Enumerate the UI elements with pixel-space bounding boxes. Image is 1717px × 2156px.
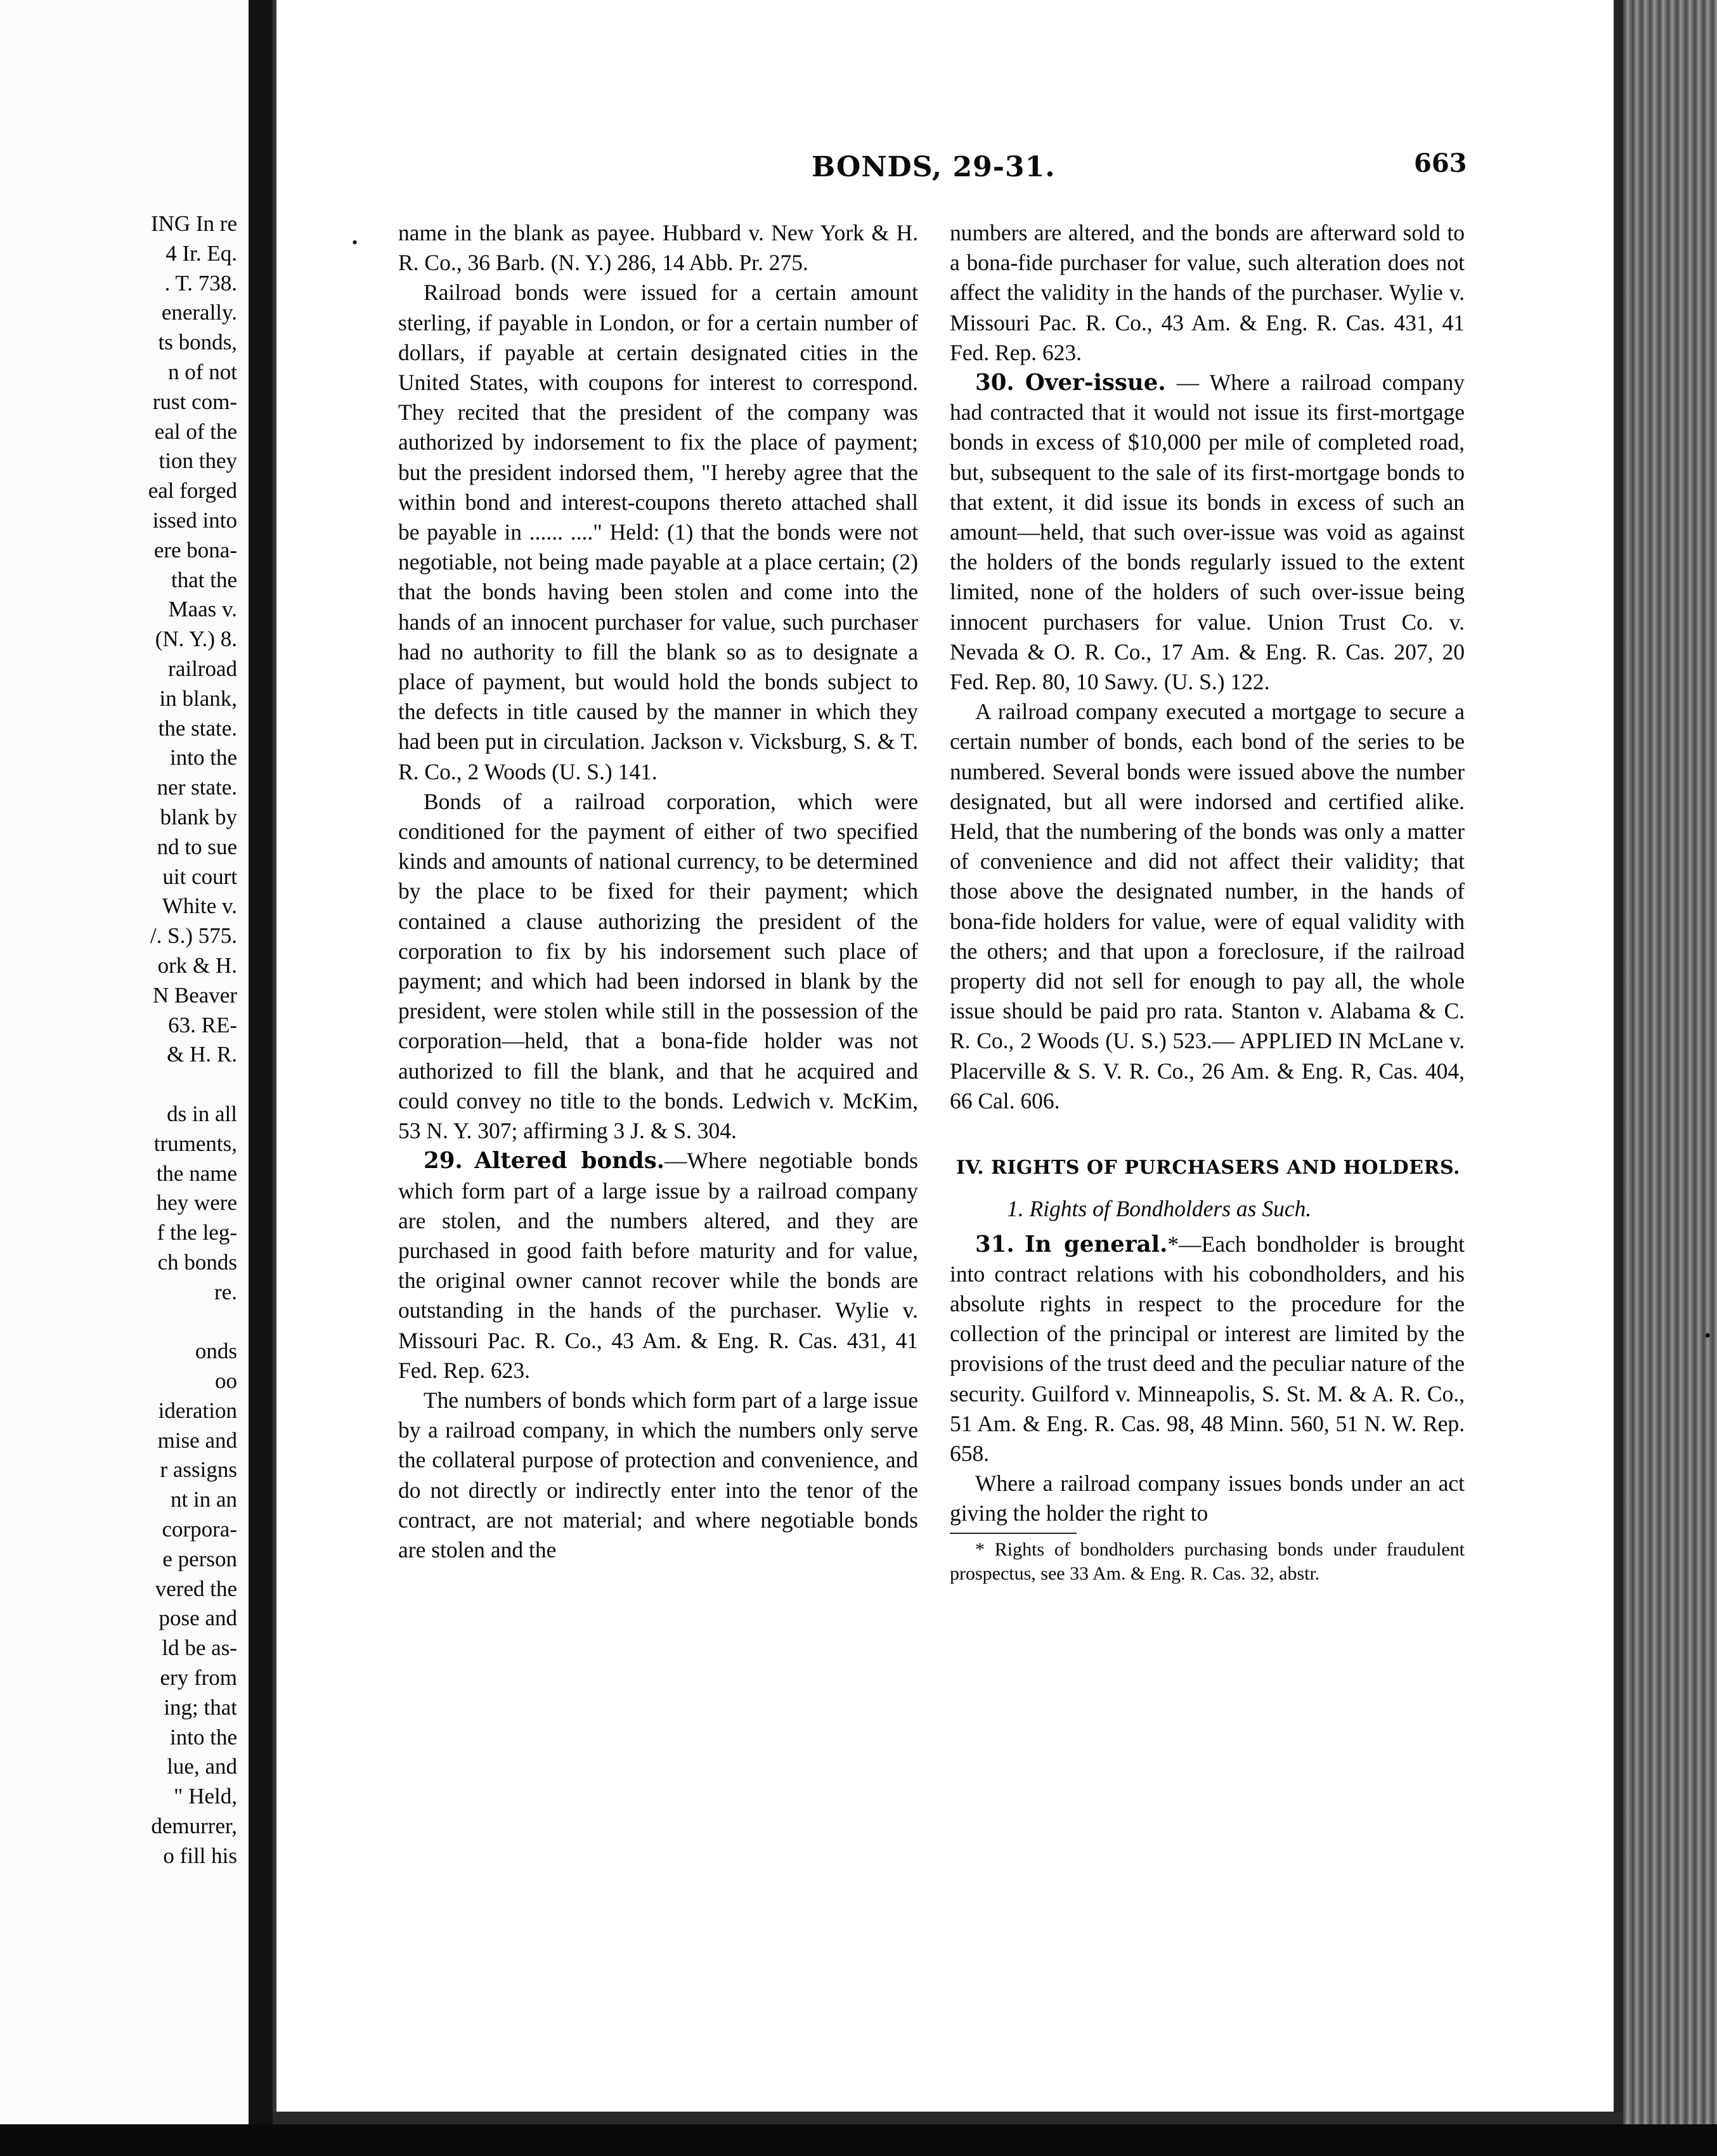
left-fragment-line: truments, — [153, 1131, 237, 1156]
left-fragment-line: ing; that — [164, 1694, 237, 1720]
left-fragment-line: ere bona- — [153, 537, 237, 562]
left-fragment-line: 4 Ir. Eq. — [165, 240, 237, 266]
book-spine — [249, 0, 273, 2156]
subsection-heading: 1. Rights of Bondholders as Such. — [1007, 1196, 1312, 1222]
left-fragment-line: Maas v. — [168, 597, 237, 622]
column-left — [398, 218, 918, 1565]
paragraph: The numbers of bonds which form part of a large issue by a railroad company, in which the numbers only serve the collateral purpose of protection and convenience, and do not directly or indirectly enter into the tenor of the contract, are not material; and where negotiable bonds are stolen and the — [398, 1387, 918, 1562]
left-fragment-line: re. — [214, 1279, 237, 1304]
section-30 — [950, 368, 1465, 697]
margin-mark: • — [1704, 1325, 1711, 1346]
left-fragment-line: f the leg- — [157, 1220, 237, 1245]
left-page-text-fragments — [0, 209, 249, 1871]
left-fragment-line: the name — [156, 1160, 237, 1186]
page-bottom-shadow — [273, 2112, 1623, 2126]
left-fragment-line: issed into — [152, 507, 237, 533]
left-fragment-line: ideration — [158, 1398, 237, 1423]
left-fragment-line: ner state. — [157, 775, 237, 800]
left-fragment-line: corpora- — [162, 1517, 237, 1542]
left-fragment-line: blank by — [160, 804, 237, 829]
running-header: BONDS, 29-31. — [812, 151, 1056, 183]
left-fragment-line: o fill his — [163, 1843, 237, 1868]
left-fragment-line: railroad — [168, 656, 237, 681]
scan-bottom-border — [0, 2124, 1717, 2156]
left-fragment-line: 63. RE- — [168, 1012, 237, 1037]
left-fragment-line: " Held, — [174, 1784, 237, 1809]
footnote: * Rights of bondholders purchasing bonds under fraudulent prospectus, see 33 Am. & Eng. R. Cas. 32, abstr. — [950, 1538, 1465, 1584]
left-fragment-line: ch bonds — [157, 1249, 237, 1275]
left-fragment-line: into the — [170, 745, 237, 770]
left-fragment-line: rust com- — [152, 389, 237, 414]
left-fragment-line: . T. 738. — [164, 270, 237, 295]
section-31 — [950, 1230, 1465, 1469]
left-fragment-line: & H. R. — [167, 1042, 237, 1067]
left-fragment-line: the state. — [158, 715, 237, 741]
section-text: —Where negotiable bonds which form part of a large issue by a railroad company are stolen, and the numbers altered, and they are purchased in good faith before maturity and for value, the original owner cannot recover while the bonds are outstanding in the hands of the purchaser. Wylie v. Missouri Pac. R. Co., 43 Am. & Eng. R. Cas. 431, 41 Fed. Rep. 623. — [398, 1148, 918, 1383]
left-fragment-line: ING In re — [150, 211, 237, 236]
left-fragment-line: uit court — [162, 864, 237, 889]
left-fragment-line: ery from — [160, 1665, 237, 1691]
section-text: *—Each bondholder is brought into contract relations with his cobondholders, and his absolute rights in respect to the procedure for the collection of the principal or interest are limited by the provisions of the trust deed and the peculiar nature of the security. Guilford v. Minneapolis, S. St. M. & A. R. Co., 51 Am. & Eng. R. Cas. 98, 48 Minn. 560, 51 N. W. Rep. 658. — [950, 1231, 1465, 1466]
page-number: 663 — [1414, 148, 1467, 178]
section-title: Altered bonds. — [474, 1148, 665, 1174]
section-29 — [398, 1146, 918, 1386]
left-fragment-line: eal of the — [154, 419, 237, 444]
left-fragment-line: enerally. — [161, 300, 237, 325]
left-fragment-line: into the — [170, 1724, 237, 1750]
left-fragment-line: (N. Y.) 8. — [155, 627, 237, 652]
spine-edge — [273, 0, 276, 2156]
section-text: — Where a railroad company had contracted that it would not issue its first-mortgage bonds in excess of $10,000 per mile of completed road, but, subsequent to the sale of its first-mortgage bonds to that extent, it did issue its bonds in excess of such an amount—held, that such over-issue was void as against the holders of the bonds regularly issued to the extent limited, none of the holders of such over-issue being innocent purchasers for value. Union Trust Co. v. Nevada & O. R. Co., 17 Am. & Eng. R. Cas. 207, 20 Fed. Rep. 80, 10 Sawy. (U. S.) 122. — [950, 370, 1465, 695]
paragraph: Railroad bonds were issued for a certain amount sterling, if payable in London, or for a certain number of dollars, if payable at certain designated cities in the United States, with coupons for interest to correspond. They recited that the president of the company was authorized by indorsement to fix the place of payment; but the president indorsed them, "I hereby agree that the within bond and interest-coupons thereto attached shall be payable in ...... ...." Held: (1) that the bonds were not negotiable, not being made payable at a place certain; (2) that the bonds having been stolen and come into the hands of an innocent purchaser for value, such purchaser had no authority to fill the blank so as to designate a place of payment, but would hold the bonds subject to the defects in title caused by the manner in which they had been put in circulation. Jackson v. Vicksburg, S. & T. R. Co., 2 Woods (U. S.) 141. — [398, 280, 918, 784]
left-fragment-line: ds in all — [167, 1101, 237, 1126]
left-fragment-line: hey were — [156, 1190, 237, 1216]
left-page — [0, 0, 260, 2156]
left-fragment-line: tion they — [159, 448, 237, 474]
section-number: 30. — [975, 370, 1014, 396]
footnote-rule — [950, 1533, 1077, 1534]
section-title: Over-issue. — [1025, 370, 1166, 396]
left-fragment-line: nt in an — [171, 1487, 237, 1512]
left-fragment-line: n of not — [168, 359, 237, 384]
left-fragment-line: /. S.) 575. — [150, 923, 237, 949]
section-number: 31. — [975, 1231, 1014, 1257]
left-fragment-line — [0, 1307, 249, 1337]
page-stack-edge — [1623, 0, 1717, 2156]
left-fragment-line: ld be as- — [162, 1635, 237, 1661]
left-fragment-line — [0, 1070, 249, 1100]
paragraph: name in the blank as payee. Hubbard v. New York & H. R. Co., 36 Barb. (N. Y.) 286, 14 Abb. Pr. 275. — [398, 220, 918, 276]
left-fragment-line: ts bonds, — [158, 330, 237, 355]
left-fragment-line: e person — [162, 1546, 237, 1571]
left-fragment-line: oo — [215, 1368, 237, 1394]
left-fragment-line: lue, and — [167, 1754, 237, 1779]
left-fragment-line: demurrer, — [151, 1814, 237, 1839]
part-heading: IV. RIGHTS OF PURCHASERS AND HOLDERS. — [956, 1157, 1460, 1179]
left-fragment-line: vered the — [155, 1576, 237, 1601]
left-fragment-line: pose and — [159, 1606, 237, 1631]
left-fragment-line: eal forged — [148, 478, 237, 503]
left-fragment-line: r assigns — [160, 1457, 237, 1483]
left-fragment-line: in blank, — [159, 685, 237, 711]
left-fragment-line: nd to sue — [157, 834, 237, 859]
column-right — [950, 218, 1465, 1586]
margin-mark: • — [352, 233, 358, 252]
section-number: 29. — [424, 1148, 463, 1174]
paragraph: Where a railroad company issues bonds under an act giving the holder the right to — [950, 1471, 1465, 1526]
left-fragment-line: N Beaver — [152, 982, 237, 1008]
left-fragment-line: onds — [195, 1339, 237, 1364]
paragraph: Bonds of a railroad corporation, which were conditioned for the payment of either of two specified kinds and amounts of national currency, to be determined by the place to be fixed for their payment; which contained a clause authorizing the president of the corporation to fix by his indorsement such place of payment; and which had been indorsed in blank by the president, were stolen while still in the possession of the corporation—held, that a bona-fide holder was not authorized to fill the blank, and that he acquired and could convey no title to the bonds. Ledwich v. McKim, 53 N. Y. 307; affirming 3 J. & S. 304. — [398, 788, 918, 1144]
left-fragment-line: White v. — [162, 893, 237, 919]
paragraph: numbers are altered, and the bonds are afterward sold to a bona-fide purchaser for value, such alteration does not affect the validity in the hands of the purchaser. Wylie v. Missouri Pac. R. Co., 43 Am. & Eng. R. Cas. 431, 41 Fed. Rep. 623. — [950, 220, 1465, 365]
left-fragment-line: mise and — [157, 1427, 237, 1453]
section-title: In general. — [1024, 1231, 1168, 1257]
left-fragment-line: ork & H. — [157, 952, 237, 978]
paragraph: A railroad company executed a mortgage to secure a certain number of bonds, each bond of the series to be numbered. Several bonds were issued above the number designated, but all were indorsed and certified alike. Held, that the numbering of the bonds was only a matter of convenience and did not affect their validity; that those above the designated number, in the hands of bona-fide holders for value, were of equal validity with the others; and that upon a foreclosure, if the railroad property did not sell for enough to pay all, the whole issue should be paid pro rata. Stanton v. Alabama & C. R. Co., 2 Woods (U. S.) 523.— APPLIED IN McLane v. Placerville & S. V. R. Co., 26 Am. & Eng. R, Cas. 404, 66 Cal. 606. — [950, 699, 1465, 1114]
left-fragment-line: that the — [171, 567, 237, 592]
